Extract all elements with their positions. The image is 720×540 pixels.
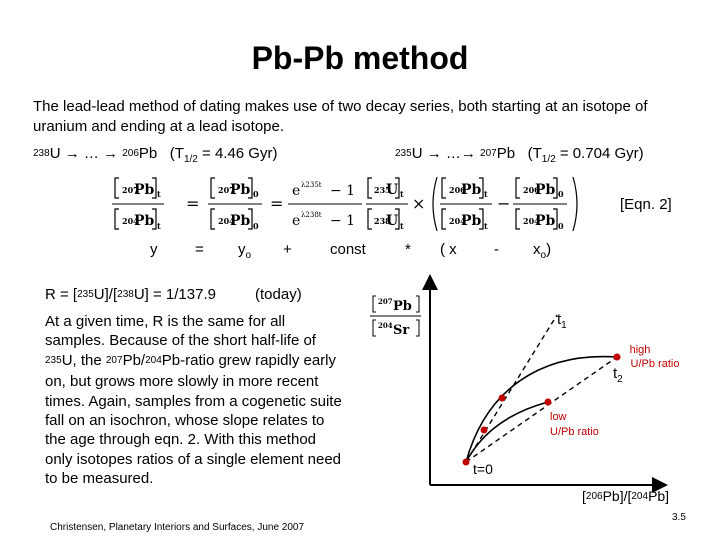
parent-mass: 235: [395, 148, 412, 159]
halflife-sub: 1/2: [541, 154, 556, 165]
eq-sub: t: [484, 189, 488, 199]
eq-e: e: [292, 183, 301, 199]
eq-element: Pb: [535, 182, 556, 198]
eq-sub: 0: [558, 221, 564, 231]
eq-element: Pb: [535, 213, 556, 229]
term-x0-close: ): [546, 241, 552, 258]
eq-mass: 204: [449, 216, 466, 226]
eq-minus-one: − 1: [330, 213, 356, 229]
eq-mass: 235: [374, 185, 391, 195]
daughter-mass: 206: [122, 148, 139, 159]
ratio-mid: U]/[: [93, 286, 118, 303]
term-x0-sub: o: [540, 250, 547, 261]
eq-mass: 207: [218, 185, 235, 195]
sample-point-t0: [463, 459, 470, 466]
decay-arrow: → … →: [60, 145, 123, 162]
eq-sub: t: [157, 189, 161, 199]
term-y0-sub: o: [245, 250, 252, 261]
para-text: U, the: [61, 351, 106, 369]
eq-sub: t: [157, 221, 161, 231]
halflife-value: = 0.704 Gyr): [555, 145, 644, 162]
eq-sub: 0: [253, 189, 259, 199]
eq-equals: =: [270, 194, 284, 213]
label-high-ratio-1: high: [629, 344, 651, 356]
growth-curve-low: [466, 402, 548, 462]
eq-exponent: λ235t: [301, 181, 322, 189]
eq-sub: t: [400, 221, 404, 231]
eq-mass: 204: [218, 216, 235, 226]
term-equals: =: [195, 241, 204, 258]
svg-text:Pb: Pb: [393, 299, 412, 314]
para-mass: 204: [145, 354, 162, 366]
para-text: Pb-ratio grew rapidly early on, but grows more slowly in more recent times. Again, samples from a cogenetic suite fall on an isochron, whose slope relates to the age through eqn. 2. With this method only isotopes ratios of a single element need to be measured.: [45, 351, 342, 488]
equation-label: [Eqn. 2]: [620, 196, 672, 213]
eq-equals: =: [186, 194, 200, 213]
term-y0-base: y: [238, 241, 246, 258]
eq-element: Pb: [134, 182, 155, 198]
intro-text: The lead-lead method of dating makes use of two decay series, both starting at an isotope of uranium and ending at a lead isotope.: [33, 98, 648, 135]
label-t2: $t_2$: [613, 365, 623, 385]
eq-sub: t: [484, 221, 488, 231]
halflife-open: (T: [169, 145, 184, 162]
sample-point: [481, 427, 488, 434]
eq-sub: 0: [558, 189, 564, 199]
eq-mass: 206: [449, 185, 466, 195]
para-mass: 207: [105, 354, 123, 366]
label-low-ratio-2: U/Pb ratio: [550, 426, 599, 438]
ratio-today: (today): [255, 286, 302, 303]
decay-arrow: → …→: [422, 145, 481, 162]
ratio-mass: 238: [117, 289, 134, 300]
eq-mass: 204: [122, 216, 139, 226]
eq-mass: 238: [374, 216, 391, 226]
svg-text:Sr: Sr: [393, 323, 410, 338]
page-number: 3.5: [672, 512, 686, 523]
term-star: *: [405, 241, 411, 258]
daughter-mass: 207: [480, 148, 497, 159]
eq-minus: −: [497, 194, 511, 213]
svg-text:207: 207: [378, 297, 393, 306]
eq-element: Pb: [134, 213, 155, 229]
eq-times: ×: [412, 194, 426, 213]
eq-exponent: λ238t: [301, 211, 322, 219]
term-x0-base: x: [533, 241, 541, 258]
parent-mass: 238: [33, 148, 50, 159]
halflife-sub: 1/2: [183, 154, 198, 165]
sample-point: [499, 395, 506, 402]
para-text: Pb/: [122, 351, 146, 369]
ratio-mass: 235: [77, 289, 94, 300]
eq-e: e: [292, 213, 301, 229]
eq-element: Pb: [230, 182, 251, 198]
para-mass: 235: [45, 354, 62, 366]
label-t1: $t_1$: [557, 311, 567, 331]
svg-text:204: 204: [378, 321, 393, 330]
term-plus: +: [283, 241, 292, 258]
eq-element: Pb: [230, 213, 251, 229]
halflife-value: = 4.46 Gyr): [197, 145, 278, 162]
page-title: Pb-Pb method: [251, 40, 469, 76]
label-high-ratio-2: U/Pb ratio: [630, 358, 680, 370]
x-axis-label: [$^{206}$Pb]/[$^{204}$Pb]: [582, 488, 670, 504]
isochron-t1: [466, 315, 557, 462]
eq-element: U: [386, 213, 399, 229]
eq-element: Pb: [461, 182, 482, 198]
eq-element: Pb: [461, 213, 482, 229]
term-y: y: [150, 241, 158, 258]
term-x: ( x: [440, 241, 457, 258]
halflife-open: (T: [527, 145, 542, 162]
label-low-ratio-1: low: [550, 411, 567, 423]
y-axis-label: [370, 296, 421, 338]
isochron-t2: [466, 357, 617, 462]
eq-sub: 0: [253, 221, 259, 231]
eq-mass: 207: [122, 185, 139, 195]
term-const: const: [330, 241, 366, 258]
sample-point-low: [545, 399, 552, 406]
parent-element: U: [49, 145, 61, 162]
eq-minus-one: − 1: [330, 183, 356, 199]
eq-sub: t: [400, 189, 404, 199]
label-t0: t=0: [473, 461, 493, 477]
para-text: At a given time, R is the same for all samples. Because of the short half-life of: [45, 313, 316, 350]
term-minus: -: [494, 241, 499, 258]
ratio-value: U] = 1/137.9: [133, 286, 216, 303]
parent-element: U: [411, 145, 423, 162]
ratio-prefix: R = [: [45, 286, 78, 303]
eq-mass: 206: [523, 185, 540, 195]
eq-element: U: [386, 182, 399, 198]
eq-mass: 204: [523, 216, 540, 226]
daughter-element: Pb: [496, 145, 516, 162]
sample-point-high: [614, 354, 621, 361]
footer-citation: Christensen, Planetary Interiors and Surfaces, June 2007: [50, 522, 305, 533]
daughter-element: Pb: [138, 145, 158, 162]
